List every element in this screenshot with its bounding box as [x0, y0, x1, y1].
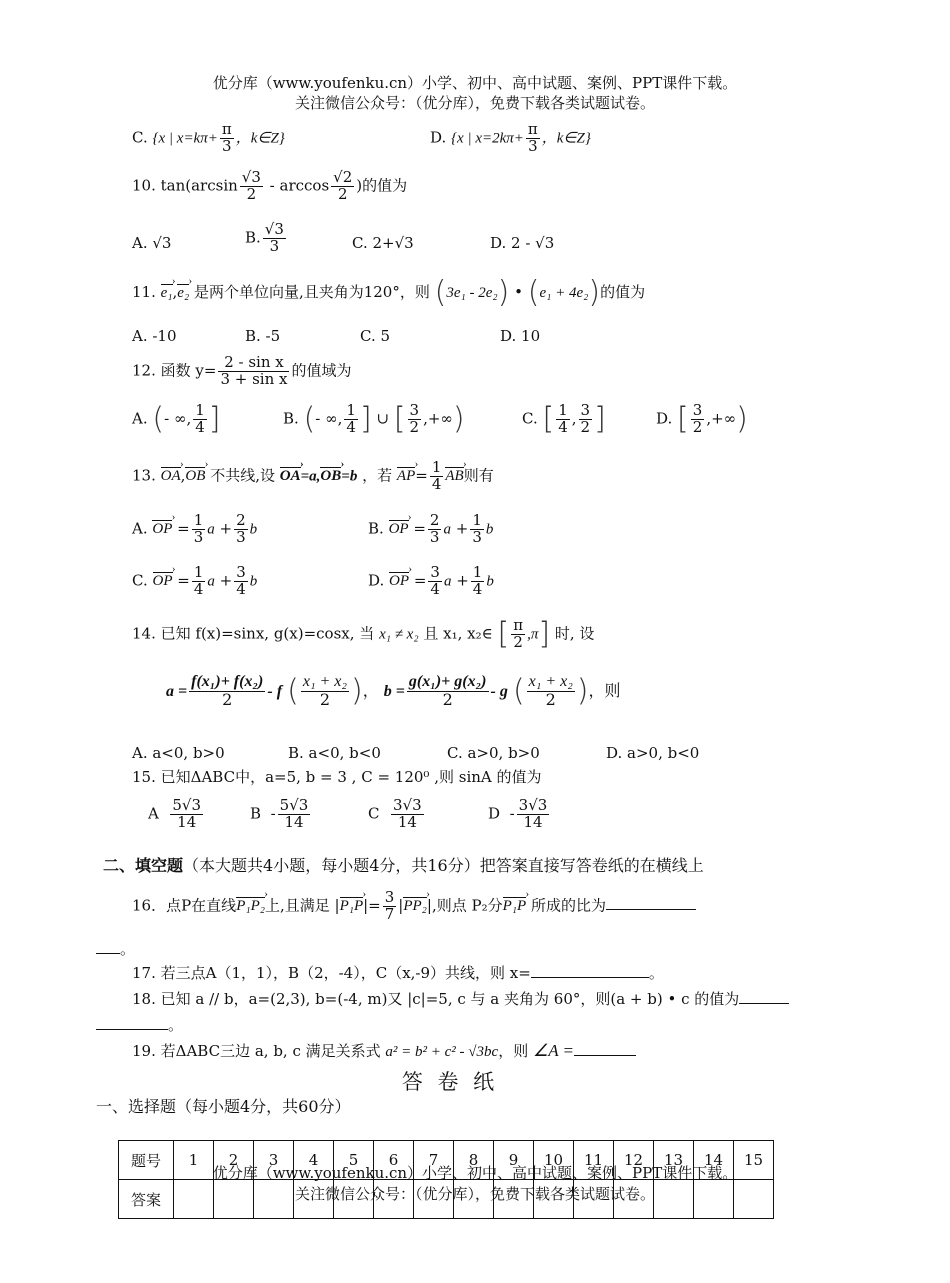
- question-number-cell: 12: [614, 1141, 654, 1180]
- question-15: 15. 已知ΔABC中，a=5, b = 3 , C = 120⁰ ,则 sinA 的值为: [132, 768, 542, 786]
- question-number-cell: 8: [454, 1141, 494, 1180]
- q14-option-d: D. a>0, b<0: [606, 744, 700, 762]
- q9-option-c: C. {x | x=kπ+ $\frac{\pi}{3}$ ，k∈Z}: [132, 120, 285, 155]
- question-13: 13. OA ›,OB › 不共线,设 OA ›=a,OB ›=b ，若 AP ›= $\frac{1}{4}$ AB ›则有: [132, 460, 494, 493]
- q10-option-b: B. $\frac{√3}{3}$: [245, 220, 284, 255]
- question-number-cell: 13: [654, 1141, 694, 1180]
- q13-option-a: A. OP › = $\frac{1}{3}$ a + $\frac{2}{3}$ b: [132, 513, 257, 546]
- q11-option-a: A. -10: [132, 327, 177, 345]
- question-16-continued: 。: [96, 938, 135, 959]
- q12-option-a: A. (- ∞, $\frac{1}{4}$ ]: [132, 401, 221, 437]
- question-number-cell: 9: [494, 1141, 534, 1180]
- q10-option-d: D. 2 - √3: [490, 234, 555, 252]
- question-number-cell: 14: [694, 1141, 734, 1180]
- footer-line-2: 关注微信公众号：（优分库），免费下载各类试题试卷。: [294, 1185, 655, 1203]
- q10-option-c: C. 2+√3: [352, 234, 414, 252]
- q12-option-c: C. [ $\frac{1}{4}$ , $\frac{3}{2}$ ]: [522, 401, 606, 437]
- question-19: 19. 若ΔABC三边 a, b, c 满足关系式 a² = b² + c² - √3bc，则 ∠A =: [132, 1040, 636, 1061]
- question-number-cell: 6: [374, 1141, 414, 1180]
- question-number-cell: 3: [254, 1141, 294, 1180]
- q11-option-c: C. 5: [360, 327, 391, 345]
- question-number-cell: 7: [414, 1141, 454, 1180]
- q15-option-b: B - $\frac{5√3}{14}$: [250, 796, 309, 831]
- header-line-2: 关注微信公众号：（优分库），免费下载各类试题试卷。: [294, 94, 655, 112]
- question-number-cell: 4: [294, 1141, 334, 1180]
- question-10: 10. tan(arcsin $\frac{√3}{2}$ - arccos $\frac{√2}{2}$ )的值为: [132, 168, 408, 203]
- q13-option-d: D. OP › = $\frac{3}{4}$ a + $\frac{1}{4}$ b: [368, 565, 494, 598]
- q10-option-a: A. √3: [132, 234, 172, 252]
- q11-option-d: D. 10: [500, 327, 541, 345]
- q14-option-c: C. a>0, b>0: [447, 744, 540, 762]
- footer-line-1: 优分库（www.youfenku.cn）小学、初中、高中试题、案例、PPT课件下载。: [212, 1164, 738, 1182]
- question-11: 11. e₁ ›,e₂ › 是两个单位向量,且夹角为120°，则 (3e₁ - 2e₂) • (e₁ + 4e₂)的值为: [132, 278, 645, 308]
- question-16: 16．点P在直线P₁P₂ ›上,且满足 |P₁P ›|= $\frac{3}{7}$ |PP₂ ›|,则点 P₂分P₁P › 所成的比为: [132, 890, 696, 923]
- question-17: 17. 若三点A（1，1），B（2，-4），C（x,-9）共线，则 x= 。: [132, 964, 664, 982]
- question-18: 18. 已知 a // b，a=(2,3), b=(-4, m)又 |c|=5, c 与 a 夹角为 60°，则(a + b) • c 的值为: [132, 988, 789, 1009]
- q14-option-b: B. a<0, b<0: [288, 744, 381, 762]
- question-number-cell: 15: [734, 1141, 774, 1180]
- question-number-cell: 1: [174, 1141, 214, 1180]
- row-label-number: 题号: [119, 1141, 174, 1180]
- q11-option-b: B. -5: [245, 327, 281, 345]
- q13-option-c: C. OP › = $\frac{1}{4}$ a + $\frac{3}{4}$ b: [132, 565, 257, 598]
- q15-option-c: C $\frac{3√3}{14}$: [368, 796, 422, 831]
- header-line-1: 优分库（www.youfenku.cn）小学、初中、高中试题、案例、PPT课件下载。: [212, 74, 738, 92]
- question-14: 14. 已知 f(x)=sinx, g(x)=cosx, 当 x₁ ≠ x₂ 且 x₁, x₂∈ [ $\frac{\pi}{2}$ ,π] 时, 设: [132, 616, 595, 652]
- answer-sheet-title: 答 卷 纸: [401, 1070, 499, 1094]
- question-number-cell: 10: [534, 1141, 574, 1180]
- q12-option-d: D. [ $\frac{3}{2}$ ,+∞): [656, 401, 748, 437]
- section-fill-in-title: 二、填空题（本大题共4小题，每小题4分，共16分）把答案直接写答卷纸的在横线上: [103, 856, 704, 875]
- answer-section-1-title: 一、选择题（每小题4分，共60分）: [96, 1097, 351, 1116]
- row-label-answer: 答案: [119, 1180, 174, 1219]
- q14-formula: a = $\frac{\text{f(x₁)+ f(x₂)}}{2}$ - f ( $\frac{\text{x₁ + x₂}}{2}$ )， b = $\frac{\text{g(x₁)+ g(x₂)}}{2}$ - g ( $\frac{\text{x₁ + x₂}}{2}$ )，则: [166, 673, 621, 709]
- q14-option-a: A. a<0, b>0: [132, 744, 225, 762]
- question-18-continued: 。: [96, 1014, 183, 1035]
- q15-option-a: A $\frac{5√3}{14}$: [148, 796, 202, 831]
- question-number-cell: 11: [574, 1141, 614, 1180]
- question-number-cell: 5: [334, 1141, 374, 1180]
- question-12: 12. 函数 y= $\frac{\text{2 - sin x}}{\text{3 + sin x}}$ 的值域为: [132, 353, 352, 388]
- q15-option-d: D - $\frac{3√3}{14}$: [488, 796, 548, 831]
- q9-option-d: D. {x | x=2kπ+ $\frac{\pi}{3}$ ，k∈Z}: [430, 120, 591, 155]
- q13-option-b: B. OP › = $\frac{2}{3}$ a + $\frac{1}{3}$ b: [368, 513, 493, 546]
- question-number-cell: 2: [214, 1141, 254, 1180]
- q12-option-b: B. (- ∞, $\frac{1}{4}$ ] ∪ [ $\frac{3}{2}$ ,+∞): [283, 401, 465, 437]
